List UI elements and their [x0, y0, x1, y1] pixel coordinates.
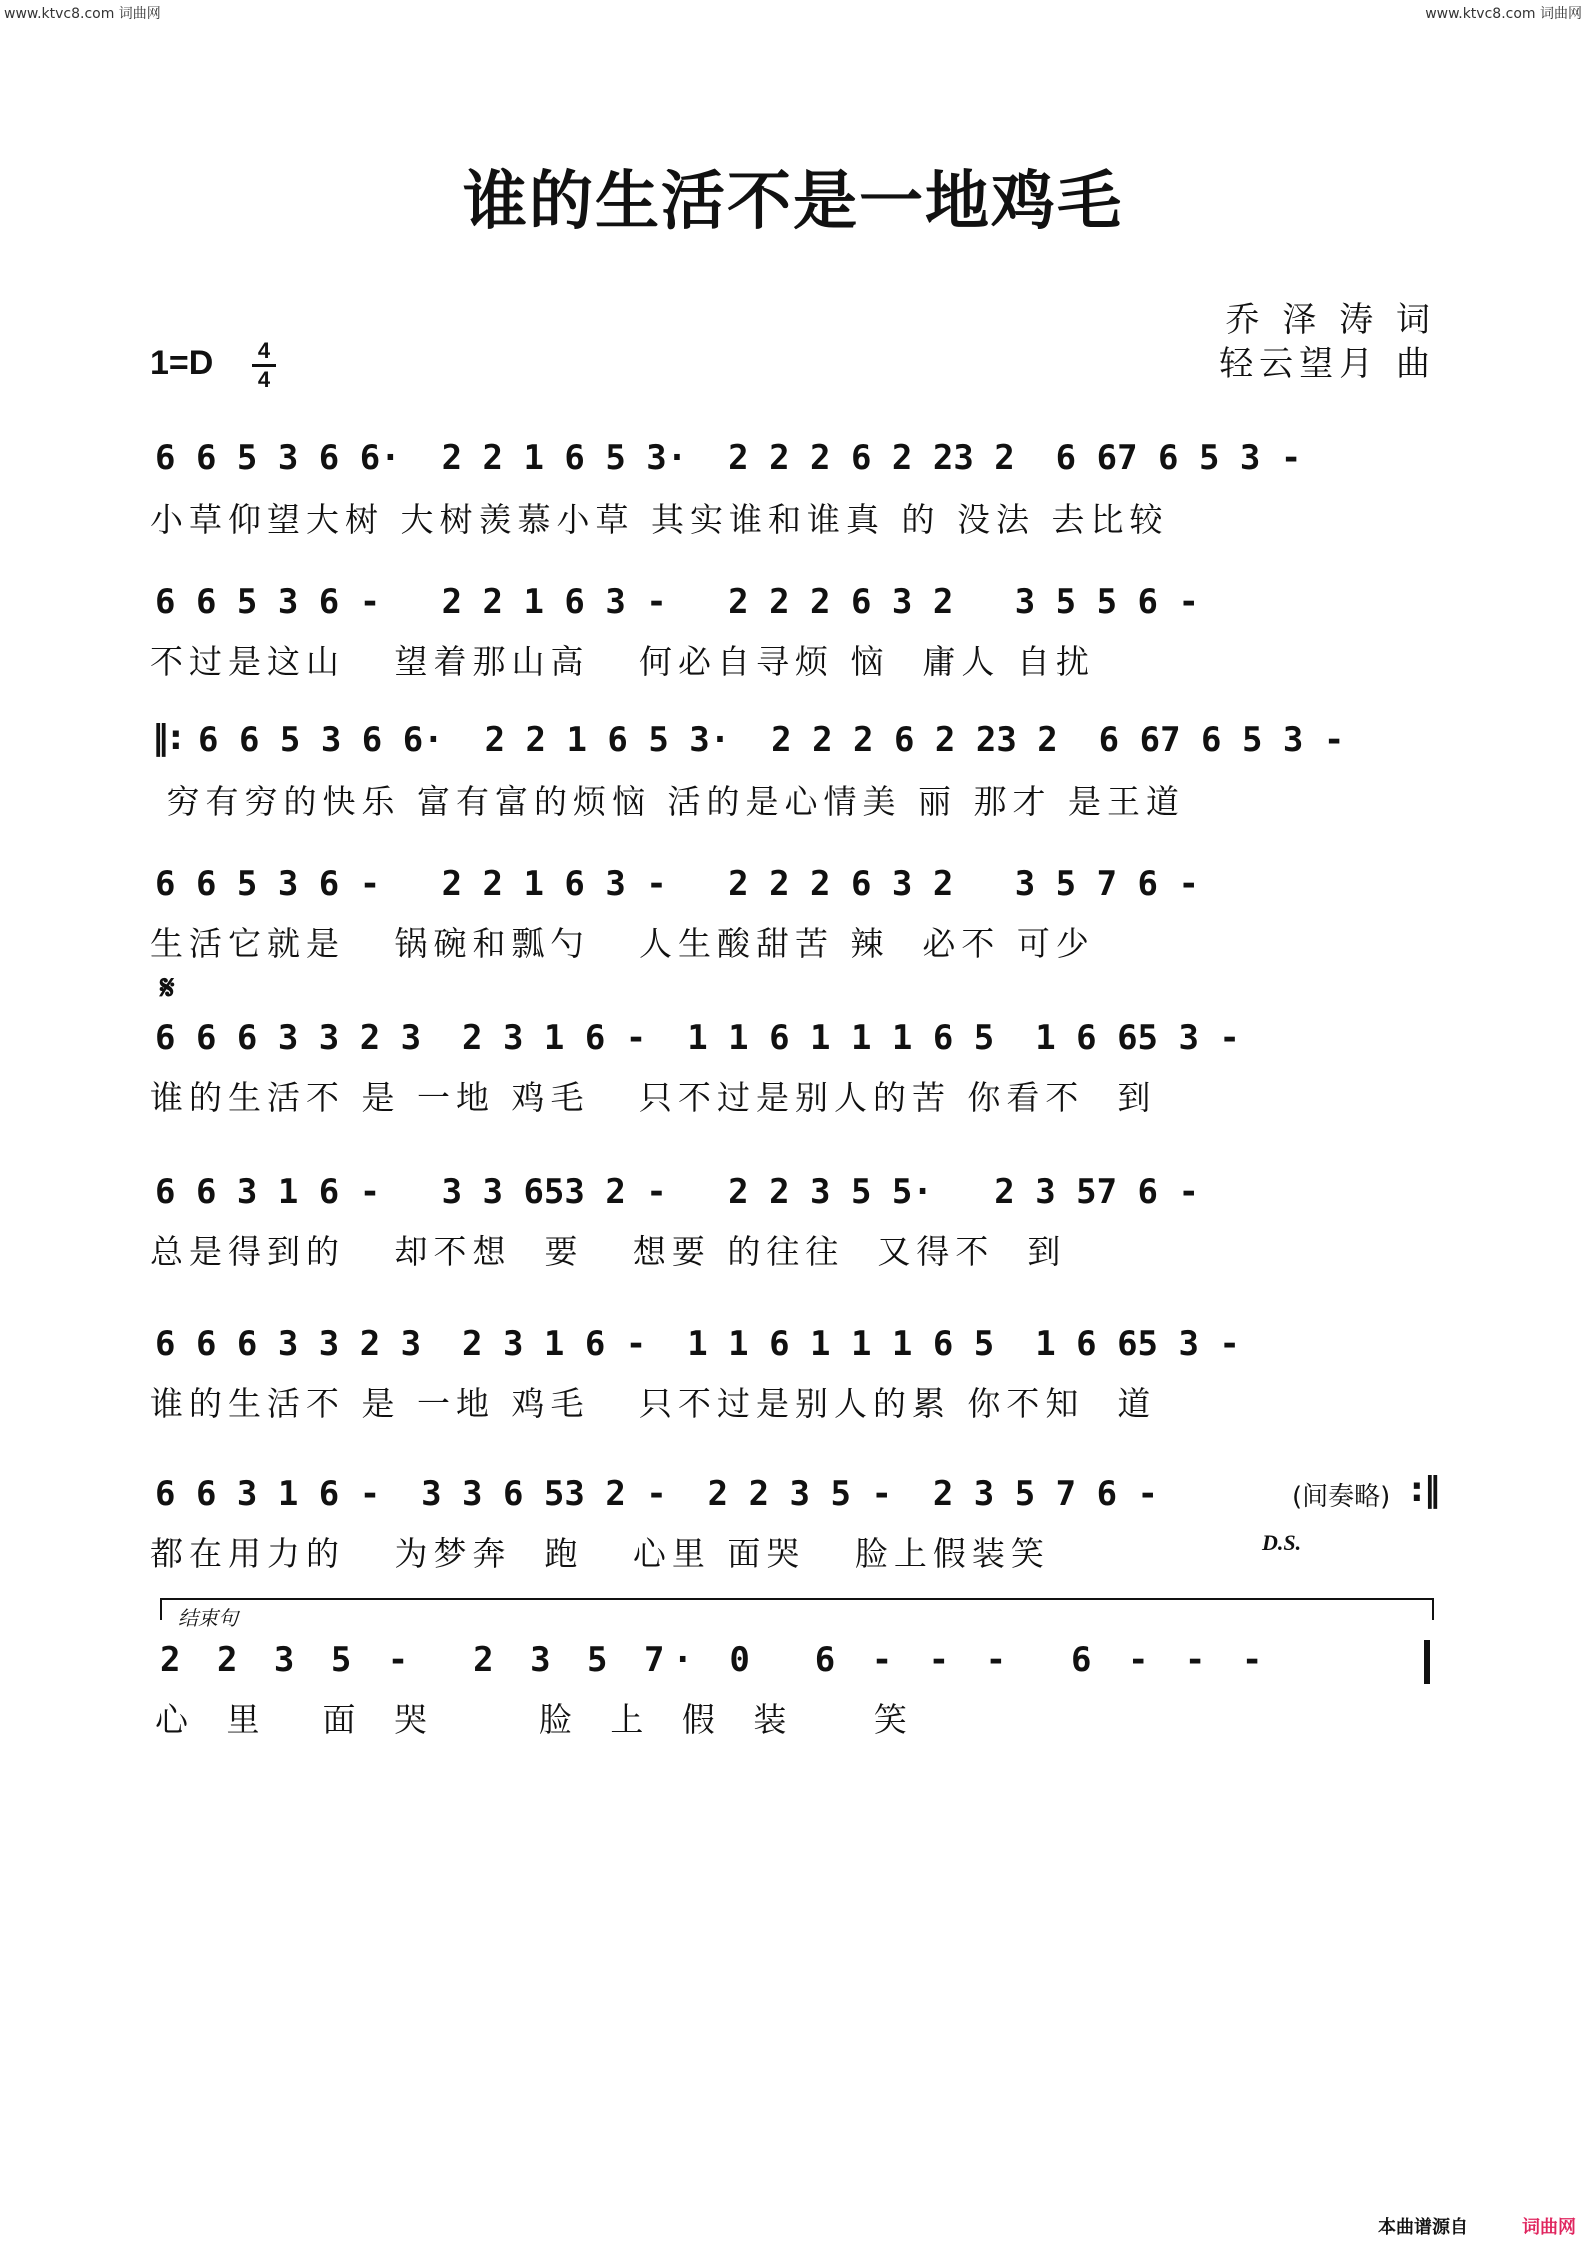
song-title: 谁的生活不是一地鸡毛	[463, 164, 1123, 239]
lyricist-credit: 乔 泽 涛 词	[1225, 300, 1436, 340]
footer-site: 词曲网	[1522, 2217, 1576, 2238]
notation-line-6: 6 6 3 1 6 - 3 3 653 2 - 2 2 3 5 5· 2 3 57 6 -	[155, 1172, 1199, 1212]
lyric-line-8: 都在用力的 为梦奔 跑 心里 面哭 脸上假装笑	[150, 1534, 1050, 1573]
ending-bracket	[160, 1598, 1434, 1620]
interlude-note: (间奏略)	[1292, 1482, 1391, 1512]
ending-lyrics: 心 里 面 哭 脸 上 假 装 笑	[155, 1700, 921, 1739]
segno-sign: 𝄋	[160, 968, 175, 1008]
notation-line-8: 6 6 3 1 6 - 3 3 6 53 2 - 2 2 3 5 - 2 3 5 7 6 -	[155, 1474, 1159, 1514]
time-signature-bottom: 4	[257, 367, 271, 392]
notation-line-3: 6 6 5 3 6 6· 2 2 1 6 5 3· 2 2 2 6 2 23 2 6 67 6 5 3 -	[198, 720, 1345, 760]
ending-label: 结束句	[178, 1606, 238, 1630]
repeat-start: ‖:	[152, 718, 183, 758]
footer-source: 本曲谱源自	[1378, 2217, 1468, 2238]
composer-credit: 轻云望月 曲	[1219, 344, 1436, 384]
lyric-line-4: 生活它就是 锅碗和瓢勺 人生酸甜苦 辣 必不 可少	[150, 924, 1095, 963]
lyric-line-7: 谁的生活不 是 一地 鸡毛 只不过是别人的累 你不知 道	[150, 1384, 1157, 1423]
notation-line-4: 6 6 5 3 6 - 2 2 1 6 3 - 2 2 2 6 3 2 3 5 7 6 -	[155, 864, 1199, 904]
notation-line-2: 6 6 5 3 6 - 2 2 1 6 3 - 2 2 2 6 3 2 3 5 5 6 -	[155, 582, 1199, 622]
watermark-left: www.ktvc8.com 词曲网	[4, 6, 161, 22]
time-signature-top: 4	[257, 338, 271, 363]
repeat-end: :‖	[1410, 1470, 1441, 1510]
ending-notation: 2 2 3 5 - 2 3 5 7· 0 6 - - - 6 - - -	[160, 1640, 1271, 1680]
key-signature: 1=D	[150, 344, 214, 382]
notation-line-7: 6 6 6 3 3 2 3 2 3 1 6 - 1 1 6 1 1 1 6 5 1 6 65 3 -	[155, 1324, 1240, 1364]
final-barline	[1424, 1640, 1430, 1684]
time-signature	[252, 340, 276, 391]
lyric-line-1: 小草仰望大树 大树羡慕小草 其实谁和谁真 的 没法 去比较	[150, 500, 1169, 539]
lyric-line-5: 谁的生活不 是 一地 鸡毛 只不过是别人的苦 你看不 到	[150, 1078, 1157, 1117]
dal-segno-mark: D.S.	[1262, 1530, 1302, 1555]
lyric-line-6: 总是得到的 却不想 要 想要 的往往 又得不 到	[150, 1232, 1067, 1271]
notation-line-5: 6 6 6 3 3 2 3 2 3 1 6 - 1 1 6 1 1 1 6 5 1 6 65 3 -	[155, 1018, 1240, 1058]
watermark-right: www.ktvc8.com 词曲网	[1425, 6, 1582, 22]
notation-line-1: 6 6 5 3 6 6· 2 2 1 6 5 3· 2 2 2 6 2 23 2 6 67 6 5 3 -	[155, 438, 1302, 478]
lyric-line-2: 不过是这山 望着那山高 何必自寻烦 恼 庸人 自扰	[150, 642, 1095, 681]
lyric-line-3: 穷有穷的快乐 富有富的烦恼 活的是心情美 丽 那才 是王道	[150, 782, 1185, 821]
